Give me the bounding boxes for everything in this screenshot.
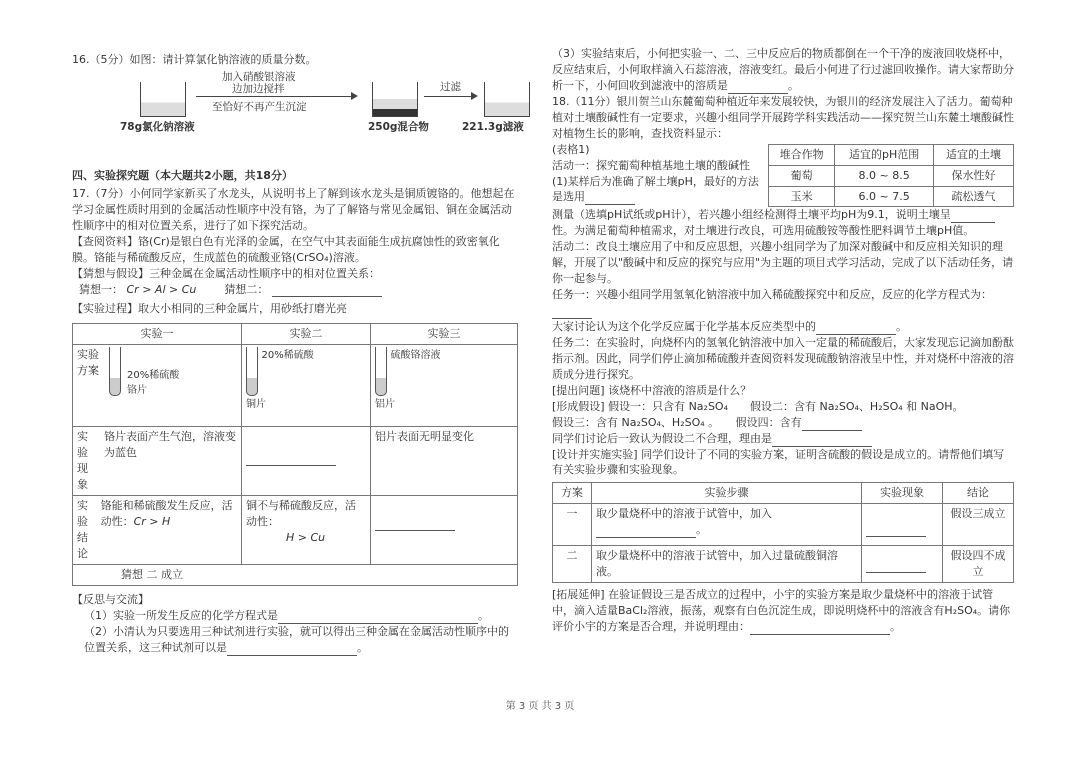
exp-header-2: 实验二 — [242, 324, 371, 345]
design: [设计并实施实验] 同学们设计了不同的实验方案，证明含硫酸的假设是成立的。请帮他们填写有关实验步骤和实验现象。 — [552, 447, 1005, 477]
exp-header-1: 实验一 — [73, 324, 242, 345]
task1: 任务一：兴趣小组同学用氢氧化钠溶液中加入稀硫酸探究中和反应，反应的化学方程式为： — [552, 287, 1014, 319]
q18-exp-cell: 二 — [553, 546, 592, 583]
beaker-3 — [484, 82, 530, 117]
exp1-blank[interactable] — [596, 525, 696, 538]
exp1-phen-blank[interactable] — [866, 524, 926, 537]
reflect-title: 【反思与交流】 — [72, 592, 149, 606]
ph-cell: 6.0 ~ 7.5 — [835, 186, 934, 207]
left-column — [72, 52, 524, 656]
hypo4-blank[interactable] — [802, 418, 862, 431]
ph-cell: 葡萄 — [769, 165, 835, 186]
act1-q2-blank[interactable] — [951, 210, 995, 223]
activity1-question: (1)某样后为准确了解土壤pH，最好的方法是选用 — [552, 174, 759, 204]
ph-cell: 疏松透气 — [934, 186, 1014, 207]
q17-guesses: 猜想一： Cr > Al > Cu 猜想二： — [72, 282, 518, 298]
phen-cell-2 — [242, 427, 371, 496]
ph-header-range: 适宜的pH范围 — [835, 144, 934, 165]
arrow-2 — [424, 96, 476, 97]
q18-exp-header: 实验步骤 — [592, 483, 862, 504]
q17-hypo-title: 【猜想与假设】三种金属在金属活动性顺序中的相对位置关系： — [72, 266, 380, 280]
concl-cell-2: 铜不与稀硫酸反应，活动性： H > Cu — [242, 496, 371, 565]
ph-cell: 8.0 ~ 8.5 — [835, 165, 934, 186]
q17-experiment-table — [72, 323, 518, 585]
scheme-cell-2: 20%稀硫酸 铜片 — [242, 345, 371, 427]
soil-ph-table — [768, 144, 1014, 208]
row-phen-label: 实验现象 — [77, 430, 88, 492]
q17-info: 【查阅资料】铬(Cr)是银白色有光泽的金属，在空气中其表面能生成抗腐蚀性的致密氧化膜。铬能与稀硫酸反应，生成蓝色的硫酸亚铬(CrSO₄)溶液。 — [72, 234, 500, 264]
section4-title: 四、实验探究题（本大题共2小题，共18分） — [72, 168, 293, 182]
exp2-phen-blank[interactable] — [866, 560, 926, 573]
hypotheses: [形成假设] 假设一：只含有 Na₂SO₄ 假设二：含有 Na₂SO₄、H₂SO₄ 和 NaOH。 — [552, 399, 964, 413]
hypotheses-3: 假设三：含有 Na₂SO₄、H₂SO₄ 。 假设四：含有 — [552, 415, 1014, 431]
beaker-2 — [372, 82, 418, 117]
task1b: 大家讨论认为这个化学反应属于化学基本反应类型中的 。 — [552, 320, 907, 333]
activity1-q2: 测量（选填pH试纸或pH计），若兴趣小组经检测得土壤平均pH为9.1，说明土壤呈性。为满足葡萄种植需求，对土壤进行改良，可选用硫酸铵等酸性肥料调节土壤pH值。 — [552, 207, 1014, 239]
concl-cell-3 — [371, 496, 518, 565]
q18-exp-header: 实验现象 — [862, 483, 943, 504]
row-scheme-label: 实验方案 — [77, 348, 99, 378]
final-conclusion: 猜想 二 成立 — [73, 564, 518, 585]
discuss-blank[interactable] — [772, 434, 872, 447]
step2-label: 过滤 — [440, 80, 461, 93]
task2: 任务二：在实验时，向烧杯内的氢氧化钠溶液中加入一定量的稀硫酸后，大家发现忘记滴加酚酞指示剂。因此，同学们停止滴加稀硫酸并查阅资料发现硫酸钠溶液呈中性，并对烧杯中溶液的溶质成分进行探究。 — [552, 335, 1014, 381]
concl-cell-1: 实验结论 铬能和稀硫酸发生反应，活动性：Cr > H — [73, 496, 242, 565]
beaker-1 — [140, 82, 186, 117]
act1-blank[interactable] — [585, 192, 635, 205]
right-column — [552, 46, 1014, 635]
step1-line1: 加入硝酸银溶液 — [222, 70, 296, 83]
scheme-cell-1: 实验方案 20%稀硫酸 铬片 — [73, 345, 242, 427]
concl3-blank[interactable] — [375, 518, 455, 531]
q18-exp-cell: 假设三成立 — [943, 504, 1014, 546]
beaker2-label: 250g混合物 — [368, 120, 429, 133]
table1-label: (表格1) — [552, 142, 590, 156]
q18-exp-cell: 假设四不成立 — [943, 546, 1014, 583]
ph-header-crop: 堆合作物 — [769, 144, 835, 165]
r1-blank[interactable] — [278, 611, 478, 624]
activity1-title: 活动一：探究葡萄种植基地土壤的酸碱性 — [552, 158, 750, 172]
extend-blank[interactable] — [750, 622, 890, 635]
beaker3-label: 221.3g滤液 — [462, 120, 524, 133]
q18-exp-header: 方案 — [553, 483, 592, 504]
q18-exp-header: 结论 — [943, 483, 1014, 504]
phen-cell-3: 铝片表面无明显变化 — [371, 427, 518, 496]
row-concl-label: 实验结论 — [77, 499, 88, 560]
q16-text: 16.（5分）如图：请计算氯化钠溶液的质量分数。 — [72, 53, 317, 66]
q18-exp-cell: 一 — [553, 504, 592, 546]
beaker1-label: 78g氯化钠溶液 — [120, 120, 195, 133]
q18-experiment-table — [552, 482, 1014, 583]
q18-table-row — [552, 142, 1014, 208]
r2-blank[interactable] — [227, 643, 357, 656]
test-tube-3 — [375, 347, 387, 396]
ask-question: [提出问题] 该烧杯中溶液的溶质是什么？ — [552, 383, 752, 397]
phen2-blank[interactable] — [246, 453, 336, 466]
ph-header-soil: 适宜的土壤 — [934, 144, 1014, 165]
task1b-blank[interactable] — [816, 322, 896, 335]
q18-exp-cell: 取少量烧杯中的溶液于试管中，加入。 — [592, 504, 862, 546]
ph-cell: 保水性好 — [934, 165, 1014, 186]
page-footer: 第 3 页 共 3 页 — [505, 701, 575, 712]
q16-flow-diagram — [72, 70, 524, 138]
guess2-blank[interactable] — [272, 284, 382, 297]
q18-intro: 18.（11分）银川贺兰山东麓葡萄种植近年来发展较快，为银川的经济发展注入了活力。葡萄种植对土壤酸碱性有一定要求，兴趣小组同学开展跨学科实践活动——探究贺兰山东麓土壤酸碱性对植物生长的影响，查找资料显示： — [552, 94, 1014, 140]
reflect-q2: （2）小清认为只要选用三种试剂进行实验，就可以得出三种金属在金属活动性顺序中的位置关系，这三种试剂可以是 。 — [84, 624, 509, 654]
q17-part3: （3）实验结束后，小何把实验一、二、三中反应后的物质都倒在一个干净的废液回收烧杯中，反应结束后，小何取样滴入石蕊溶液，溶液变红。最后小何进了行过滤回收操作。请大家帮助分析一下，小何回收到滤液中的溶质是 。 — [552, 47, 1014, 92]
q18-exp-cell — [862, 504, 943, 546]
reflect-q1: （1）实验一所发生反应的化学方程式是 。 — [84, 608, 489, 622]
discussion: 同学们讨论后一致认为假设二不合理，理由是 — [552, 431, 1014, 447]
exp-header-3: 实验三 — [371, 324, 518, 345]
q18-exp-cell: 取少量烧杯中的溶液于试管中，加入过量硫酸铜溶液。 — [592, 546, 862, 583]
q17-process: 【实验过程】取大小相同的三种金属片，用砂纸打磨光亮 — [72, 302, 347, 316]
test-tube-2 — [246, 347, 258, 396]
test-tube-1 — [109, 347, 121, 396]
q17-intro: 17.（7分）小何同学家新买了水龙头，从说明书上了解到该水龙头是铜质镀铬的。他想起在学习金属性质时用到的金属活动性顺序中没有铬，为了了解铬与常见金属铝、铜在金属活动性顺序中的相对位置关系，进行了如下探究活动。 — [72, 186, 515, 232]
q17-3-blank[interactable] — [728, 81, 788, 94]
extend: [拓展延伸] 在验证假设三是否成立的过程中，小宇的实验方案是取少量烧杯中的溶液于试管中，滴入适量BaCl₂溶液，振荡，观察有白色沉淀生成，即说明烧杯中的溶液含有H₂SO₄。请你评价小宇的方案是否合理，并说明理由： 。 — [552, 588, 1011, 634]
phen-cell-1: 实验现象 铬片表面产生气泡，溶液变为蓝色 — [73, 427, 242, 496]
step1-line2: 边加边搅拌 — [232, 82, 285, 95]
activity2: 活动二：改良土壤应用了中和反应思想，兴趣小组同学为了加深对酸碱中和反应相关知识的理解，开展了以"酸碱中和反应的探究与应用"为主题的项目式学习活动，完成了以下活动任务，请你一起参与。 — [552, 240, 1014, 286]
scheme-cell-3: 硫酸铬溶液 铝片 — [371, 345, 518, 427]
task1-blank[interactable] — [552, 306, 592, 319]
step1-line3: 至恰好不再产生沉淀 — [212, 100, 307, 113]
ph-cell: 玉米 — [769, 186, 835, 207]
q18-exp-cell — [862, 546, 943, 583]
